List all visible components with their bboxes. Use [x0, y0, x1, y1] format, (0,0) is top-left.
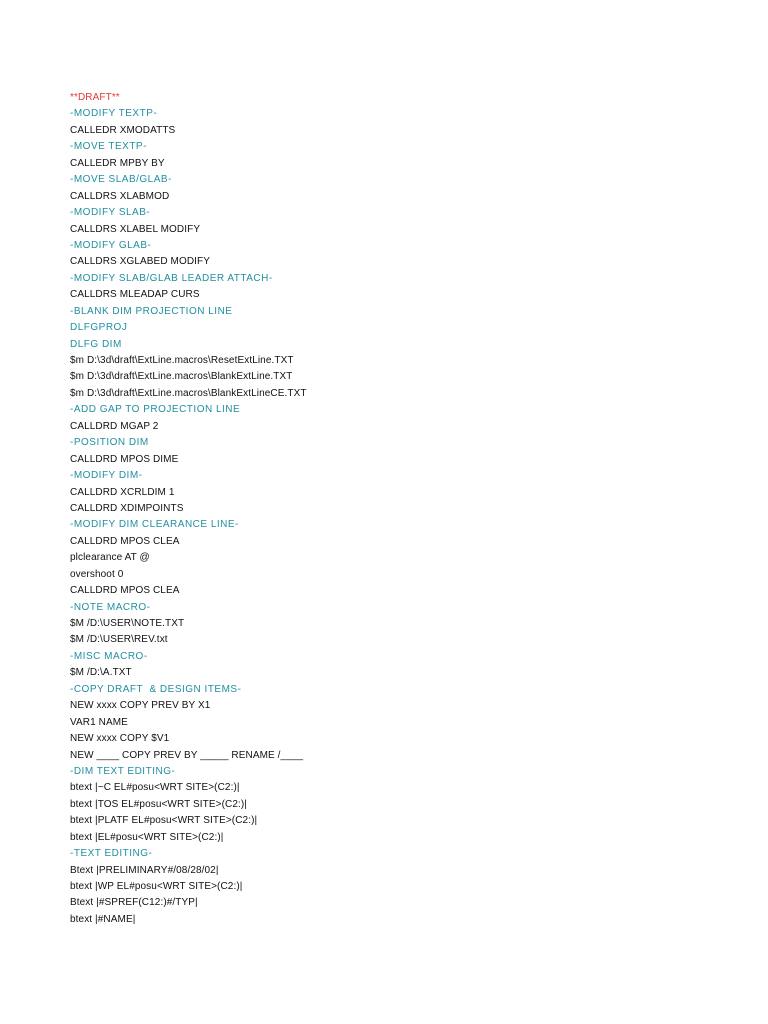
- body-line: CALLDRS XGLABED MODIFY: [70, 256, 211, 268]
- body-line: CALLDRD MPOS CLEA: [70, 585, 180, 597]
- body-line: CALLDRD XCRLDIM 1: [70, 486, 175, 498]
- section-heading: -MODIFY DIM-: [70, 470, 143, 482]
- body-line: VAR1 NAME: [70, 716, 128, 728]
- section-heading: -BLANK DIM PROJECTION LINE: [70, 305, 233, 317]
- section-heading: -MODIFY GLAB-: [70, 239, 152, 251]
- body-line: $M /D:\A.TXT: [70, 667, 132, 679]
- section-heading: -MOVE SLAB/GLAB-: [70, 174, 172, 186]
- body-line: $m D:\3d\draft\ExtLine.macros\ResetExtLine.TXT: [70, 355, 294, 366]
- body-line: btext |TOS EL#posu<WRT SITE>(C2:)|: [70, 798, 247, 810]
- body-line: Btext |#SPREF(C12:)#/TYP|: [70, 897, 198, 909]
- section-heading: -ADD GAP TO PROJECTION LINE: [70, 404, 241, 416]
- body-line: btext |#NAME|: [70, 913, 136, 925]
- body-line: $M /D:\USER\NOTE.TXT: [70, 618, 185, 629]
- section-heading: DLFG DIM: [70, 338, 122, 350]
- section-heading: -MODIFY DIM CLEARANCE LINE-: [70, 519, 239, 531]
- section-heading: -POSITION DIM: [70, 437, 149, 449]
- section-heading: -MODIFY TEXTP-: [70, 108, 158, 120]
- section-heading: -TEXT EDITING-: [70, 848, 153, 860]
- section-heading: -MOVE TEXTP-: [70, 141, 147, 153]
- body-line: plclearance AT @: [70, 552, 150, 564]
- body-line: $M /D:\USER\REV.txt: [70, 634, 168, 646]
- section-heading: -MODIFY SLAB-: [70, 207, 151, 219]
- body-line: CALLDRD MPOS DIME: [70, 453, 179, 465]
- body-line: CALLEDR MPBY BY: [70, 157, 165, 169]
- body-line: CALLDRD MGAP 2: [70, 420, 159, 432]
- body-line: NEW xxxx COPY $V1: [70, 733, 170, 745]
- section-heading: -COPY DRAFT & DESIGN ITEMS-: [70, 683, 242, 695]
- body-line: CALLDRS MLEADAP CURS: [70, 289, 200, 301]
- body-line: btext |EL#posu<WRT SITE>(C2:)|: [70, 831, 224, 843]
- section-heading: -NOTE MACRO-: [70, 601, 151, 613]
- section-heading: DLFGPROJ: [70, 322, 128, 334]
- section-heading: -DIM TEXT EDITING-: [70, 765, 176, 777]
- body-line: $m D:\3d\draft\ExtLine.macros\BlankExtLineCE.TXT: [70, 387, 307, 399]
- body-line: btext |PLATF EL#posu<WRT SITE>(C2:)|: [70, 815, 258, 827]
- body-line: $m D:\3d\draft\ExtLine.macros\BlankExtLine.TXT: [70, 371, 293, 383]
- section-heading: -MODIFY SLAB/GLAB LEADER ATTACH-: [70, 272, 273, 284]
- draft-title: **DRAFT**: [70, 92, 120, 103]
- body-line: CALLDRS XLABMOD: [70, 190, 170, 202]
- body-line: Btext |PRELIMINARY#/08/28/02|: [70, 864, 219, 876]
- body-line: CALLEDR XMODATTS: [70, 124, 176, 136]
- body-line: NEW xxxx COPY PREV BY X1: [70, 700, 211, 712]
- body-line: overshoot 0: [70, 568, 124, 580]
- body-line: CALLDRD XDIMPOINTS: [70, 502, 184, 514]
- body-line: CALLDRS XLABEL MODIFY: [70, 223, 201, 235]
- section-heading: -MISC MACRO-: [70, 650, 148, 662]
- body-line: btext |WP EL#posu<WRT SITE>(C2:)|: [70, 881, 243, 892]
- macro-text-list: [70, 90, 307, 928]
- body-line: CALLDRD MPOS CLEA: [70, 535, 180, 547]
- body-line: btext |~C EL#posu<WRT SITE>(C2:)|: [70, 782, 240, 794]
- body-line: NEW ____ COPY PREV BY _____ RENAME /____: [70, 749, 304, 761]
